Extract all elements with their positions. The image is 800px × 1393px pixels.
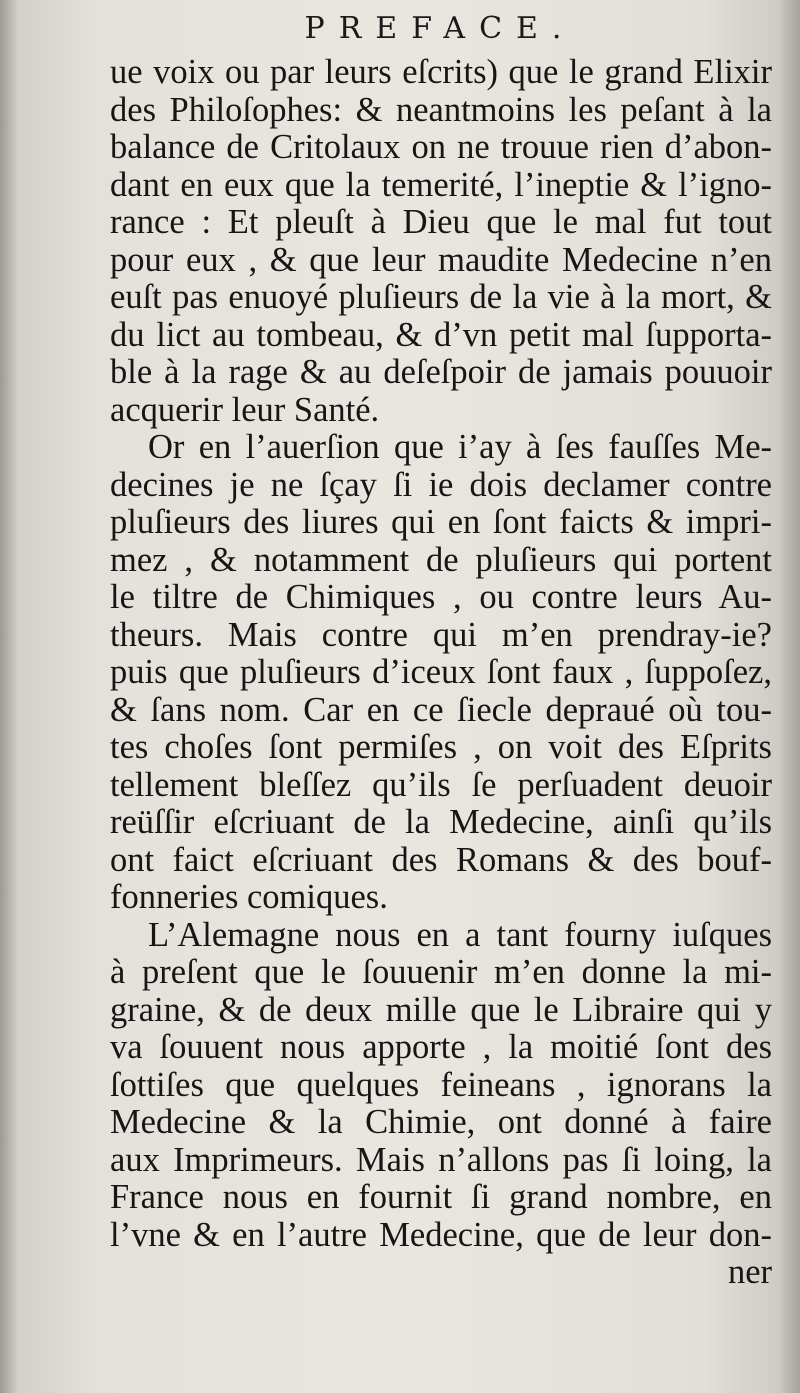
text-line: balance de Critolaux on ne trouue rien d’abon- — [110, 128, 772, 166]
text-line: Or en l’auerſion que i’ay à ſes fauſſes Me- — [148, 428, 772, 466]
text-line: fonneries comiques. — [110, 878, 388, 916]
text-line: pluſieurs des liures qui en ſont faicts & impri- — [110, 503, 772, 541]
body-text — [110, 54, 772, 1292]
text-line: pour eux , & que leur maudite Medecine n’en — [110, 240, 772, 279]
catchword: ner — [727, 1253, 772, 1291]
text-line: ſottiſes que quelques feineans , ignorans la — [110, 1065, 772, 1104]
text-line: decines je ne ſçay ſi ie dois declamer contre — [110, 465, 772, 504]
text-line: Medecine & la Chimie, ont donné à faire — [110, 1103, 772, 1141]
text-line: l’vne & en l’autre Medecine, que de leur don- — [110, 1215, 772, 1254]
text-line: euſt pas enuoyé pluſieurs de la vie à la mort, & — [110, 278, 772, 316]
text-line: ble à la rage & au deſeſpoir de jamais pouuoir — [110, 353, 772, 391]
text-line: puis que pluſieurs d’iceux ſont faux , ſuppoſez, — [110, 653, 772, 691]
text-line: ont faict eſcriuant des Romans & des bouf- — [110, 840, 772, 879]
text-line: du lict au tombeau, & d’vn petit mal ſupporta- — [110, 315, 772, 354]
running-head: PREFACE. — [304, 11, 576, 46]
text-line: aux Imprimeurs. Mais n’allons pas ſi loing, la — [110, 1140, 772, 1179]
text-line: acquerir leur Santé. — [110, 390, 380, 429]
text-line: des Philoſophes: & neantmoins les peſant à la — [110, 90, 772, 129]
text-line: ue voix ou par leurs eſcrits) que le grand Elixir — [110, 53, 772, 91]
text-line: va ſouuent nous apporte , la moitié ſont des — [110, 1028, 772, 1066]
gutter-shadow — [0, 0, 18, 1393]
text-line: à preſent que le ſouuenir m’en donne la mi- — [110, 953, 772, 991]
text-line: tes choſes ſont permiſes , on voit des Eſprits — [110, 728, 772, 766]
text-line: theurs. Mais contre qui m’en prendray-ie? — [110, 615, 772, 654]
text-line: graine, & de deux mille que le Libraire qui y — [110, 990, 772, 1029]
text-line: & ſans nom. Car en ce ſiecle depraué où tou- — [110, 690, 772, 729]
text-line: mez , & notamment de pluſieurs qui portent — [110, 540, 772, 579]
text-line: dant en eux que la temerité, l’ineptie & l’igno- — [110, 165, 772, 204]
page-edge-shadow — [778, 0, 800, 1393]
text-line: le tiltre de Chimiques , ou contre leurs Au- — [110, 578, 772, 616]
text-line: reüſſir eſcriuant de la Medecine, ainſi qu’ils — [110, 803, 772, 841]
text-line: rance : Et pleuſt à Dieu que le mal fut tout — [110, 203, 772, 241]
text-line: tellement bleſſez qu’ils ſe perſuadent deuoir — [110, 765, 772, 804]
text-line: L’Alemagne nous en a tant fourny iuſques — [148, 915, 772, 954]
text-line: France nous en fournit ſi grand nombre, en — [110, 1178, 772, 1216]
